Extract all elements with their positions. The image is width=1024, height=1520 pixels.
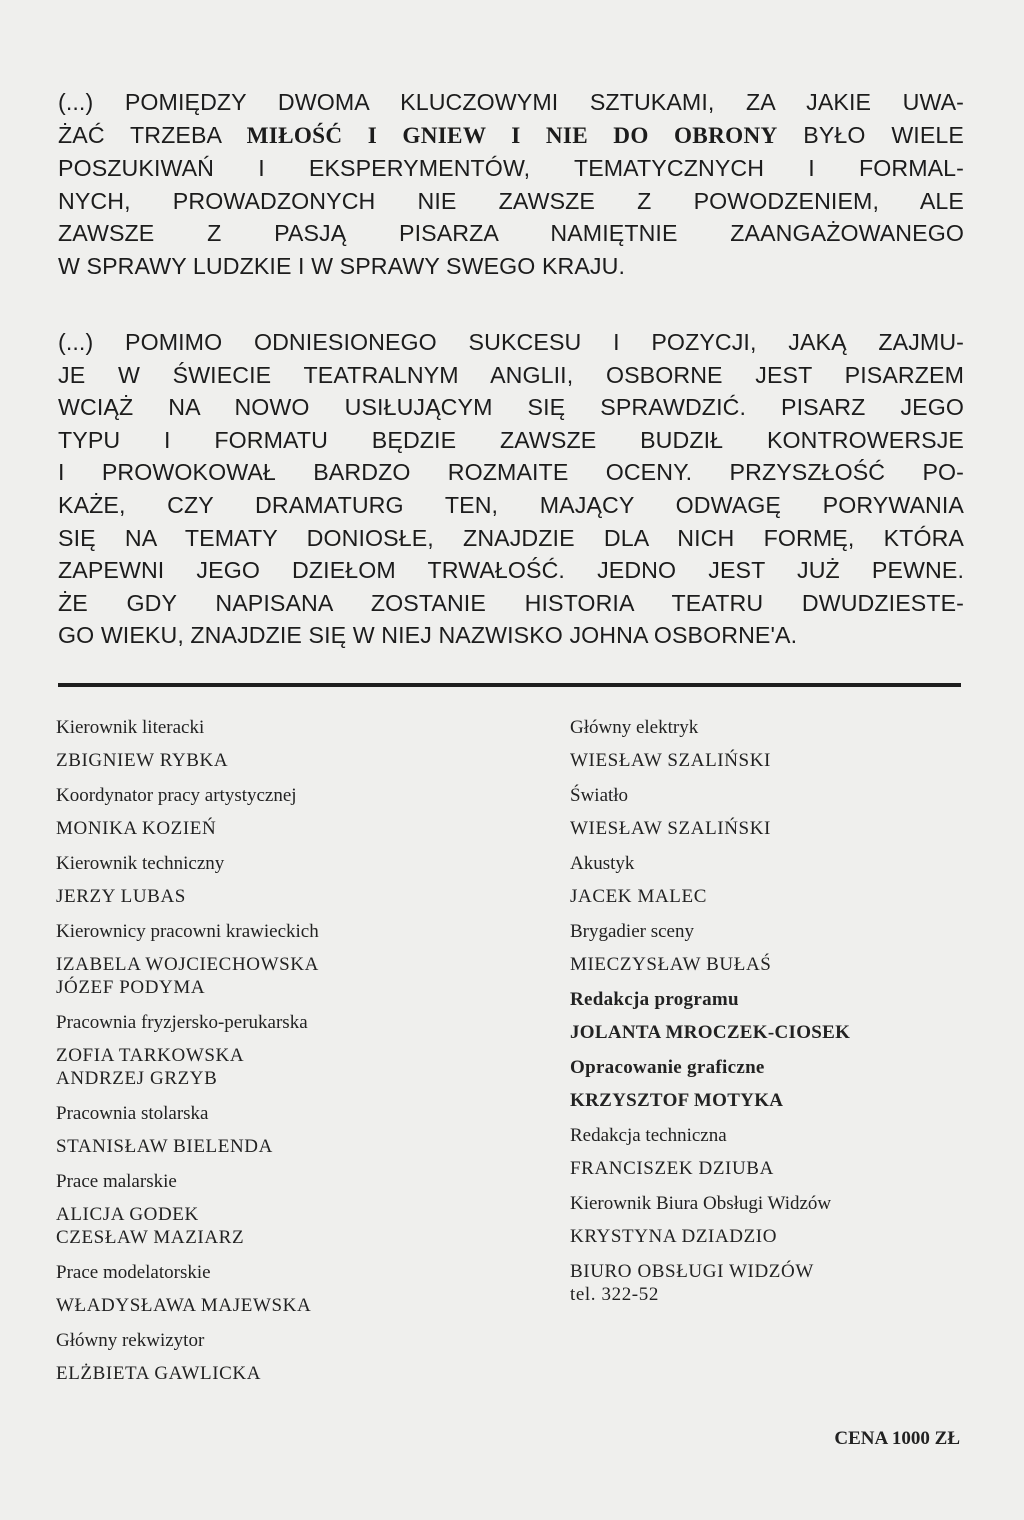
paragraph-line xyxy=(58,326,964,359)
credit-entry xyxy=(56,1011,496,1090)
credit-name: STANISŁAW BIELENDA xyxy=(56,1136,273,1157)
credit-entry xyxy=(570,784,970,840)
paragraph-text: TYPU I FORMATU BĘDZIE ZAWSZE BUDZIŁ KONTROWERSJE xyxy=(58,426,964,453)
credit-name: ALICJA GODEK xyxy=(56,1204,199,1225)
credit-name: CZESŁAW MAZIARZ xyxy=(56,1227,245,1248)
paragraph-line xyxy=(58,185,964,218)
credit-name: IZABELA WOJCIECHOWSKA xyxy=(56,954,319,975)
paragraph-text: ZAPEWNI JEGO DZIEŁOM TRWAŁOŚĆ. JEDNO JEST JUŻ PEWNE. xyxy=(58,557,964,584)
credit-role: Brygadier sceny xyxy=(570,921,694,942)
credit-role: Redakcja programu xyxy=(570,989,739,1010)
credit-entry xyxy=(56,852,496,908)
credit-name: JACEK MALEC xyxy=(570,886,707,907)
paragraph-line xyxy=(58,119,964,153)
paragraph-text: BYŁO WIELE xyxy=(777,121,964,148)
paragraph-text: (...) POMIĘDZY DWOMA KLUCZOWYMI SZTUKAMI, ZA JAKIE UWA- xyxy=(58,89,964,115)
credit-name: KRZYSZTOF MOTYKA xyxy=(570,1090,784,1111)
divider-rule xyxy=(58,683,961,687)
paragraph-line xyxy=(58,86,964,119)
paragraph-text: ŻE GDY NAPISANA ZOSTANIE HISTORIA TEATRU DWUDZIESTE- xyxy=(58,589,964,616)
paragraph-text: KAŻE, CZY DRAMATURG TEN, MAJĄCY ODWAGĘ PORYWANIA xyxy=(58,491,964,518)
credit-name: ELŻBIETA GAWLICKA xyxy=(56,1363,262,1384)
credit-entry xyxy=(570,988,970,1044)
credit-entry xyxy=(56,1170,496,1249)
credit-name: KRYSTYNA DZIADZIO xyxy=(570,1226,778,1247)
paragraph-text: ŻAĆ TRZEBA xyxy=(58,121,247,148)
credits-right-column xyxy=(570,716,970,1306)
credit-name: BIURO OBSŁUGI WIDZÓW xyxy=(570,1261,814,1282)
credit-entry xyxy=(570,1056,970,1112)
credit-name: JERZY LUBAS xyxy=(56,886,186,907)
credit-name: ANDRZEJ GRZYB xyxy=(56,1068,218,1089)
credit-entry xyxy=(570,852,970,908)
paragraph-text: NYCH, PROWADZONYCH NIE ZAWSZE Z POWODZENIEM, ALE xyxy=(58,187,964,214)
credit-role: Główny rekwizytor xyxy=(56,1330,205,1351)
paragraph-text: I PROWOKOWAŁ BARDZO ROZMAITE OCENY. PRZYSZŁOŚĆ PO- xyxy=(58,459,964,486)
credit-entry xyxy=(570,1124,970,1180)
credit-name: WIESŁAW SZALIŃSKI xyxy=(570,750,771,771)
paragraph-line xyxy=(58,391,964,424)
credit-role: Kierownik Biura Obsługi Widzów xyxy=(570,1193,832,1214)
play-title-text: MIŁOŚĆ I GNIEW I NIE DO OBRONY xyxy=(246,122,778,149)
credit-entry xyxy=(56,1329,496,1385)
paragraph-line xyxy=(58,522,964,555)
paragraph-text: POSZUKIWAŃ I EKSPERYMENTÓW, TEMATYCZNYCH I FORMAL- xyxy=(58,155,964,182)
credit-name: ZOFIA TARKOWSKA xyxy=(56,1045,245,1066)
paragraph-line xyxy=(58,489,964,522)
credit-role: Pracownia fryzjersko-perukarska xyxy=(56,1012,308,1033)
paragraph-line xyxy=(58,217,964,250)
paragraph-text: JE W ŚWIECIE TEATRALNYM ANGLII, OSBORNE JEST PISARZEM xyxy=(58,361,964,388)
intro-paragraph-1 xyxy=(58,86,964,283)
paragraph-line xyxy=(58,619,964,652)
paragraph-text: SIĘ NA TEMATY DONIOSŁE, ZNAJDZIE DLA NICH FORMĘ, KTÓRA xyxy=(58,524,964,551)
credit-entry xyxy=(570,1192,970,1248)
credit-entry xyxy=(570,920,970,976)
credit-entry xyxy=(570,716,970,772)
paragraph-text: (...) POMIMO ODNIESIONEGO SUKCESU I POZYCJI, JAKĄ ZAJMU- xyxy=(58,329,964,355)
credit-role: Pracownia stolarska xyxy=(56,1103,209,1124)
paragraph-text: WCIĄŻ NA NOWO USIŁUJĄCYM SIĘ SPRAWDZIĆ. PISARZ JEGO xyxy=(58,394,964,421)
credit-name: WIESŁAW SZALIŃSKI xyxy=(570,818,771,839)
credit-name: JOLANTA MROCZEK-CIOSEK xyxy=(570,1022,851,1043)
credit-entry xyxy=(56,1102,496,1158)
credit-name: MONIKA KOZIEŃ xyxy=(56,818,217,839)
credit-name: ZBIGNIEW RYBKA xyxy=(56,750,229,771)
credit-entry xyxy=(56,920,496,999)
credit-role: Redakcja techniczna xyxy=(570,1125,727,1146)
credit-name: WŁADYSŁAWA MAJEWSKA xyxy=(56,1295,312,1316)
credit-name: FRANCISZEK DZIUBA xyxy=(570,1158,774,1179)
credit-role: Prace malarskie xyxy=(56,1171,177,1192)
paragraph-line xyxy=(58,456,964,489)
paragraph-line xyxy=(58,424,964,457)
price-label: CENA 1000 ZŁ xyxy=(834,1428,960,1449)
credit-role: Światło xyxy=(570,785,629,806)
credit-role: Koordynator pracy artystycznej xyxy=(56,785,297,806)
paragraph-line xyxy=(58,152,964,185)
credit-entry xyxy=(56,784,496,840)
intro-paragraph-2 xyxy=(58,326,964,652)
credit-name: JÓZEF PODYMA xyxy=(56,977,206,998)
paragraph-line xyxy=(58,359,964,392)
paragraph-text: W SPRAWY LUDZKIE I W SPRAWY SWEGO KRAJU. xyxy=(58,252,626,279)
credit-entry xyxy=(570,1260,970,1306)
paragraph-text: GO WIEKU, ZNAJDZIE SIĘ W NIEJ NAZWISKO JOHNA OSBORNE'A. xyxy=(58,622,798,649)
credits-left-column xyxy=(56,716,496,1385)
paragraph-line xyxy=(58,587,964,620)
credit-entry xyxy=(56,1261,496,1317)
credit-role: Kierownik literacki xyxy=(56,717,205,738)
credit-role: Prace modelatorskie xyxy=(56,1262,211,1283)
paragraph-line xyxy=(58,554,964,587)
credit-name: MIECZYSŁAW BUŁAŚ xyxy=(570,954,772,975)
credit-name: tel. 322-52 xyxy=(570,1284,659,1305)
paragraph-line xyxy=(58,250,964,283)
credit-role: Kierownicy pracowni krawieckich xyxy=(56,921,319,942)
paragraph-text: ZAWSZE Z PASJĄ PISARZA NAMIĘTNIE ZAANGAŻOWANEGO xyxy=(58,220,964,247)
credit-role: Akustyk xyxy=(570,853,635,874)
credit-role: Kierownik techniczny xyxy=(56,853,225,874)
credit-role: Główny elektryk xyxy=(570,717,699,738)
credit-role: Opracowanie graficzne xyxy=(570,1057,765,1078)
credit-entry xyxy=(56,716,496,772)
